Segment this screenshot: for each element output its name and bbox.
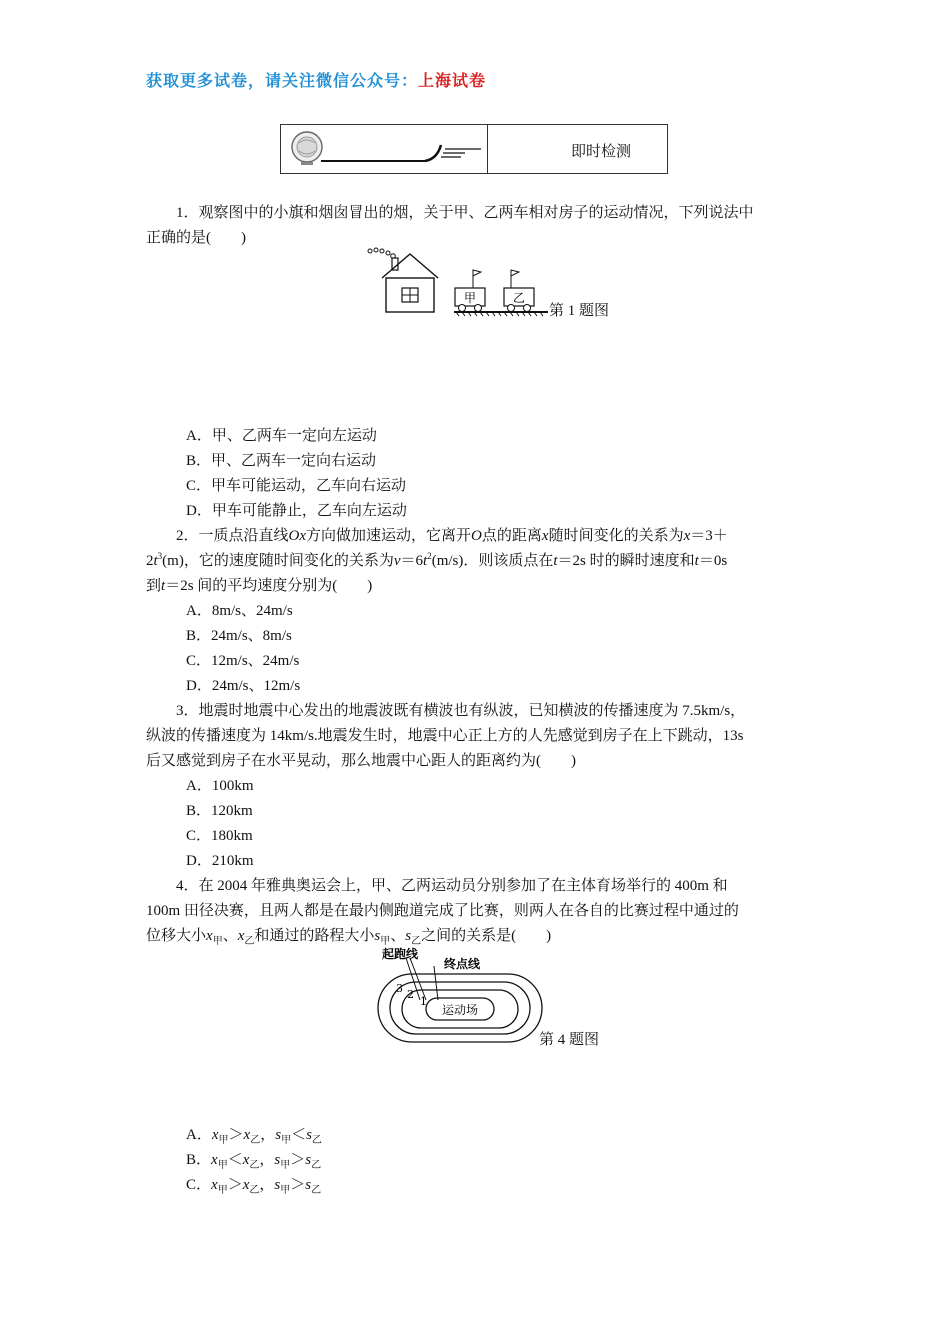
q4-sub: 乙 <box>249 1185 260 1196</box>
q4-var: x <box>242 1177 250 1193</box>
q2-text: 点的距离 <box>481 528 542 544</box>
q1-stem <box>146 201 810 226</box>
q2-text: 2 <box>146 553 154 569</box>
q1-fig-caption: 第 1 题图 <box>549 303 610 319</box>
q4-sub: 甲 <box>280 1185 291 1196</box>
header-highlight: 上海试卷 <box>418 71 487 90</box>
q4-fig-lane1: 1 <box>420 995 427 1008</box>
q4-sub: 乙 <box>249 1160 260 1171</box>
q4-option-a <box>186 1123 322 1148</box>
q2-var: x <box>541 528 549 544</box>
q4-fig-start-label: 起跑线 <box>382 947 419 961</box>
q2-var: t <box>553 553 558 569</box>
q4-var: x <box>211 1152 218 1168</box>
q4-sub: 甲 <box>217 1185 228 1196</box>
q4-figure <box>374 944 546 1046</box>
q2-var: t <box>153 553 158 569</box>
q1-fig-car2-label: 乙 <box>512 291 526 305</box>
q2-text: ＝2s 时的瞬时速度和 <box>557 553 695 569</box>
q2-text: (m)，它的速度随时间变化的关系为 <box>162 553 394 569</box>
q2-stem-line2 <box>146 549 810 574</box>
section-banner <box>280 124 668 174</box>
q4-cmp: ＞ <box>227 1177 243 1193</box>
q2-stem-line3 <box>146 574 810 599</box>
q4-text: 位移大小 <box>146 928 207 944</box>
q4-sep: ， <box>260 1127 276 1143</box>
q4-opt-prefix: A． <box>186 1127 212 1143</box>
q3-option-d: D．210km <box>186 853 254 869</box>
q2-var: Ox <box>288 528 307 544</box>
q3-option-c: C．180km <box>186 828 253 844</box>
q1-option-d: D．甲车可能静止，乙车向左运动 <box>186 503 407 519</box>
q2-text: 随时间变化的关系为 <box>548 528 684 544</box>
q4-var: s <box>374 928 381 944</box>
q4-opt-prefix: C． <box>186 1177 212 1193</box>
q4-var: s <box>305 1152 312 1168</box>
q2-var: O <box>471 528 482 544</box>
q4-var: s <box>306 1127 312 1143</box>
q4-sub: 甲 <box>212 936 223 947</box>
q2-text: 到 <box>146 578 162 594</box>
q1-option-c: C．甲车可能运动，乙车向右运动 <box>186 478 407 494</box>
q4-stem-line1: 4．在 2004 年雅典奥运会上，甲、乙两运动员分别参加了在主体育场举行的 400m 和 <box>176 878 728 894</box>
q4-sub: 甲 <box>218 1135 229 1146</box>
q1-fig-car1-label: 甲 <box>463 291 477 305</box>
banner-label: 即时检测 <box>571 143 632 160</box>
q4-sep: ， <box>259 1177 275 1193</box>
q3-stem-line1: 3．地震时地震中心发出的地震波既有横波也有纵波，已知横波的传播速度为 7.5km/s， <box>176 703 746 719</box>
q4-sub: 甲 <box>281 1135 292 1146</box>
q2-text: ＝3＋ <box>690 528 728 544</box>
q4-sub: 乙 <box>311 1185 322 1196</box>
q4-fig-lane3: 3 <box>396 982 403 995</box>
q4-sub: 乙 <box>411 936 422 947</box>
q4-var: x <box>211 1127 219 1143</box>
q4-text: 和通过的路程大小 <box>254 928 375 944</box>
q1-option-b: B．甲、乙两车一定向右运动 <box>186 453 377 469</box>
q2-text: ＝2s 间的平均速度分别为( ) <box>165 578 373 594</box>
q2-var: t <box>694 553 699 569</box>
q2-var: t <box>423 553 428 569</box>
q2-option-d: D．24m/s、12m/s <box>186 678 301 694</box>
q4-var: s <box>274 1152 281 1168</box>
q4-var: x <box>242 1152 250 1168</box>
q4-sub: 乙 <box>311 1160 322 1171</box>
q4-cmp: ＜ <box>291 1127 307 1143</box>
q3-option-a: A．100km <box>186 778 254 794</box>
q4-opt-prefix: B． <box>186 1152 212 1168</box>
q4-var: s <box>305 1177 312 1193</box>
q2-var: v <box>393 553 401 569</box>
q2-text: 2．一质点沿直线 <box>176 528 289 544</box>
q4-sub: 乙 <box>250 1135 261 1146</box>
q4-cmp: ＞ <box>290 1177 306 1193</box>
q2-var: t <box>161 578 166 594</box>
globe-track-icon <box>285 127 485 171</box>
q4-var: x <box>211 1177 218 1193</box>
q4-text: 、 <box>390 928 406 944</box>
q2-text: ＝0s <box>698 553 728 569</box>
q1-option-a: A．甲、乙两车一定向左运动 <box>186 428 377 444</box>
q4-sub: 乙 <box>244 936 255 947</box>
q4-sub: 乙 <box>311 1135 322 1146</box>
q4-fig-caption: 第 4 题图 <box>539 1032 600 1048</box>
q2-stem-line1 <box>146 524 810 549</box>
q2-exp: 3 <box>157 551 163 561</box>
q2-option-a: A．8m/s、24m/s <box>186 603 293 619</box>
q4-sub: 甲 <box>380 936 391 947</box>
q4-var: x <box>243 1127 251 1143</box>
q2-text: (m/s)．则该质点在 <box>431 553 554 569</box>
q4-var: x <box>237 928 245 944</box>
q4-stem-line2: 100m 田径决赛，且两人都是在最内侧跑道完成了比赛，则两人在各自的比赛过程中通过的 <box>146 903 739 919</box>
q4-cmp: ＜ <box>227 1152 243 1168</box>
q4-text: 之间的关系是( ) <box>421 928 552 944</box>
q4-var: s <box>275 1127 282 1143</box>
q2-option-b: B．24m/s、8m/s <box>186 628 292 644</box>
header-notice <box>146 68 486 91</box>
q4-sub: 甲 <box>217 1160 228 1171</box>
header-prefix: 获取更多试卷，请关注微信公众号： <box>146 71 419 90</box>
q4-var: s <box>274 1177 281 1193</box>
q2-text: ＝6 <box>400 553 424 569</box>
q4-fig-finish-label: 终点线 <box>444 957 481 971</box>
q2-exp: 2 <box>427 551 432 561</box>
q4-var: s <box>405 928 412 944</box>
q4-text: 、 <box>222 928 238 944</box>
q3-stem-line2: 纵波的传播速度为 14km/s.地震发生时，地震中心正上方的人先感觉到房子在上下跳动，13s <box>146 728 744 744</box>
q4-var: x <box>206 928 213 944</box>
banner-divider <box>487 125 488 173</box>
q1-stem-line2: 正确的是( ) <box>146 230 246 246</box>
q4-cmp: ＞ <box>290 1152 306 1168</box>
q2-text: 方向做加速运动，它离开 <box>306 528 472 544</box>
q3-stem-line3: 后又感觉到房子在水平晃动，那么地震中心距人的距离约为( ) <box>146 753 576 769</box>
q4-option-b <box>186 1148 321 1173</box>
q2-var: x <box>683 528 691 544</box>
q1-figure <box>360 244 560 320</box>
q4-fig-lane2: 2 <box>407 988 414 1001</box>
q2-option-c: C．12m/s、24m/s <box>186 653 300 669</box>
q4-sep: ， <box>259 1152 275 1168</box>
q3-option-b: B．120km <box>186 803 253 819</box>
q4-option-c <box>186 1173 321 1198</box>
q4-cmp: ＞ <box>228 1127 244 1143</box>
q4-sub: 甲 <box>280 1160 291 1171</box>
q4-fig-center-label: 运动场 <box>441 1003 479 1017</box>
q1-stem-line1: 1．观察图中的小旗和烟囱冒出的烟，关于甲、乙两车相对房子的运动情况，下列说法中 <box>176 205 754 221</box>
